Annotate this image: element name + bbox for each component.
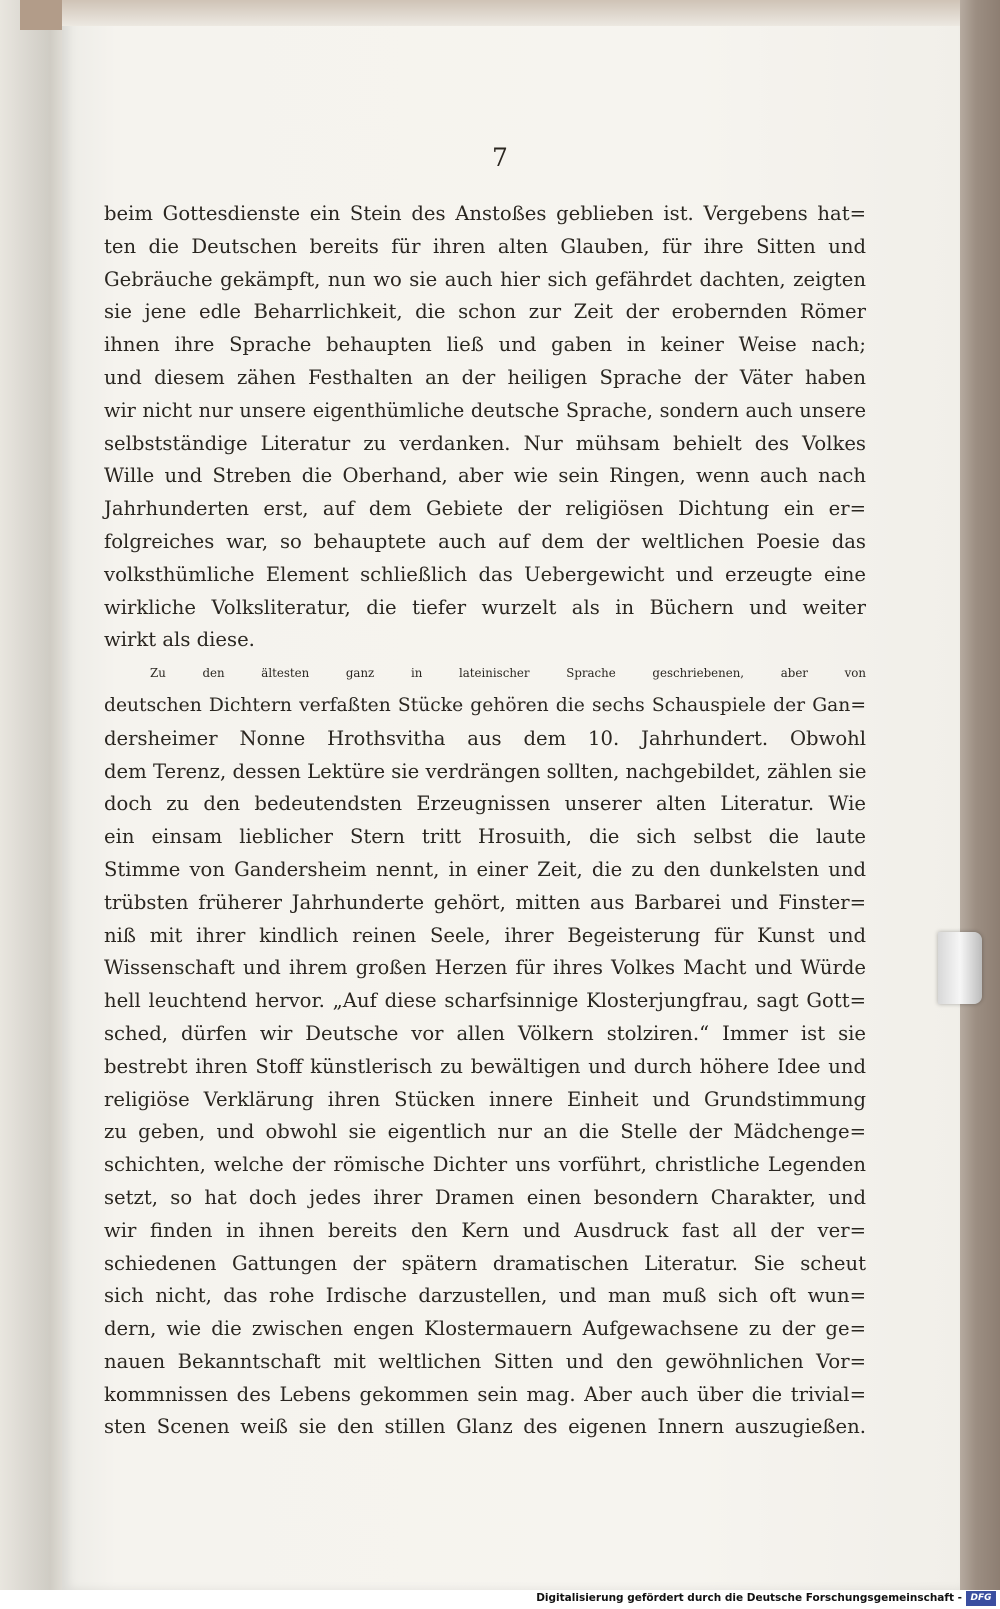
text-line: ihnen ihre Sprache behaupten ließ und gaben in keiner Weise nach; — [104, 333, 866, 357]
text-line: Wille und Streben die Oberhand, aber wie sein Ringen, wenn auch nach — [104, 464, 866, 488]
text-line: folgreiches war, so behauptete auch auf dem der weltlichen Poesie das — [104, 529, 866, 553]
text-line: deutschen Dichtern verfaßten Stücke gehören die sechs Schauspiele der Gan= — [104, 694, 866, 716]
text-line: Stimme von Gandersheim nennt, in einer Zeit, die zu den dunkelsten und — [104, 857, 866, 881]
page-number: 7 — [492, 143, 508, 172]
text-line: dersheimer Nonne Hrothsvitha aus dem 10. Jahrhundert. Obwohl — [104, 726, 866, 750]
text-line: setzt, so hat doch jedes ihrer Dramen einen besondern Charakter, und — [104, 1185, 866, 1209]
text-line: wirkliche Volksliteratur, die tiefer wurzelt als in Büchern und weiter — [104, 595, 866, 619]
text-line: wir nicht nur unsere eigenthümliche deutsche Sprache, sondern auch unsere — [104, 398, 866, 422]
text-line: sie jene edle Beharrlichkeit, die schon zur Zeit der erobernden Römer — [104, 300, 866, 324]
text-line: ten die Deutschen bereits für ihren alten Glauben, für ihre Sitten und — [104, 234, 866, 258]
text-line: schichten, welche der römische Dichter uns vorführt, christliche Legenden — [104, 1153, 866, 1177]
text-line: nauen Bekanntschaft mit weltlichen Sitten und den gewöhnlichen Vor= — [104, 1349, 866, 1373]
text-line: zu geben, und obwohl sie eigentlich nur an die Stelle der Mädchenge= — [104, 1120, 866, 1144]
body-text — [104, 198, 866, 1444]
text-line: doch zu den bedeutendsten Erzeugnissen unserer alten Literatur. Wie — [104, 792, 866, 816]
text-line: kommnissen des Lebens gekommen sein mag. Aber auch über die trivial= — [104, 1382, 866, 1406]
text-line: trübsten früherer Jahrhunderte gehört, mitten aus Barbarei und Finster= — [104, 890, 866, 914]
page-clip — [938, 932, 982, 1004]
text-line: dern, wie die zwischen engen Klostermauern Aufgewachsene zu der ge= — [104, 1317, 866, 1341]
page-top-shadow — [62, 0, 960, 26]
text-line: Wissenschaft und ihrem großen Herzen für ihres Volkes Macht und Würde — [104, 956, 866, 980]
text-line: sched, dürfen wir Deutsche vor allen Völkern stolziren.“ Immer ist sie — [104, 1021, 866, 1045]
funding-credit: Digitalisierung gefördert durch die Deutsche Forschungsgemeinschaft - — [536, 1592, 962, 1604]
text-line: beim Gottesdienste ein Stein des Anstoßes geblieben ist. Vergebens hat= — [104, 202, 866, 225]
dfg-logo-icon: DFG — [966, 1591, 996, 1606]
text-line: religiöse Verklärung ihren Stücken innere Einheit und Grundstimmung — [104, 1087, 866, 1111]
text-line: sich nicht, das rohe Irdische darzustellen, und man muß sich oft wun= — [104, 1284, 866, 1308]
text-line: selbstständige Literatur zu verdanken. Nur mühsam behielt des Volkes — [104, 431, 866, 455]
text-line: wir finden in ihnen bereits den Kern und Ausdruck fast all der ver= — [104, 1218, 866, 1242]
text-line: Jahrhunderten erst, auf dem Gebiete der religiösen Dichtung ein er= — [104, 497, 866, 521]
text-line: bestrebt ihren Stoff künstlerisch zu bewältigen und durch höhere Idee und — [104, 1054, 866, 1078]
text-line: schiedenen Gattungen der spätern dramatischen Literatur. Sie scheut — [104, 1251, 866, 1275]
text-line: niß mit ihrer kindlich reinen Seele, ihrer Begeisterung für Kunst und — [104, 923, 866, 947]
text-line: und diesem zähen Festhalten an der heiligen Sprache der Väter haben — [104, 365, 866, 389]
text-line: Zu den ältesten ganz in lateinischer Sprache geschriebenen, aber von — [150, 666, 866, 681]
text-line: wirkt als diese. — [104, 628, 255, 652]
text-line: dem Terenz, dessen Lektüre sie verdrängen sollten, nachgebildet, zählen sie — [104, 759, 867, 783]
text-line: hell leuchtend hervor. „Auf diese scharfsinnige Klosterjungfrau, sagt Gott= — [104, 989, 866, 1013]
text-line: sten Scenen weiß sie den stillen Glanz des eigenen Innern auszugießen. — [104, 1415, 866, 1439]
text-line: volksthümliche Element schließlich das Uebergewicht und erzeugte eine — [104, 562, 866, 586]
text-line: Gebräuche gekämpft, nun wo sie auch hier sich gefährdet dachten, zeigten — [104, 267, 866, 291]
book-cover-edge — [960, 0, 1000, 1590]
text-line: ein einsam lieblicher Stern tritt Hrosuith, die sich selbst die laute — [104, 825, 866, 849]
